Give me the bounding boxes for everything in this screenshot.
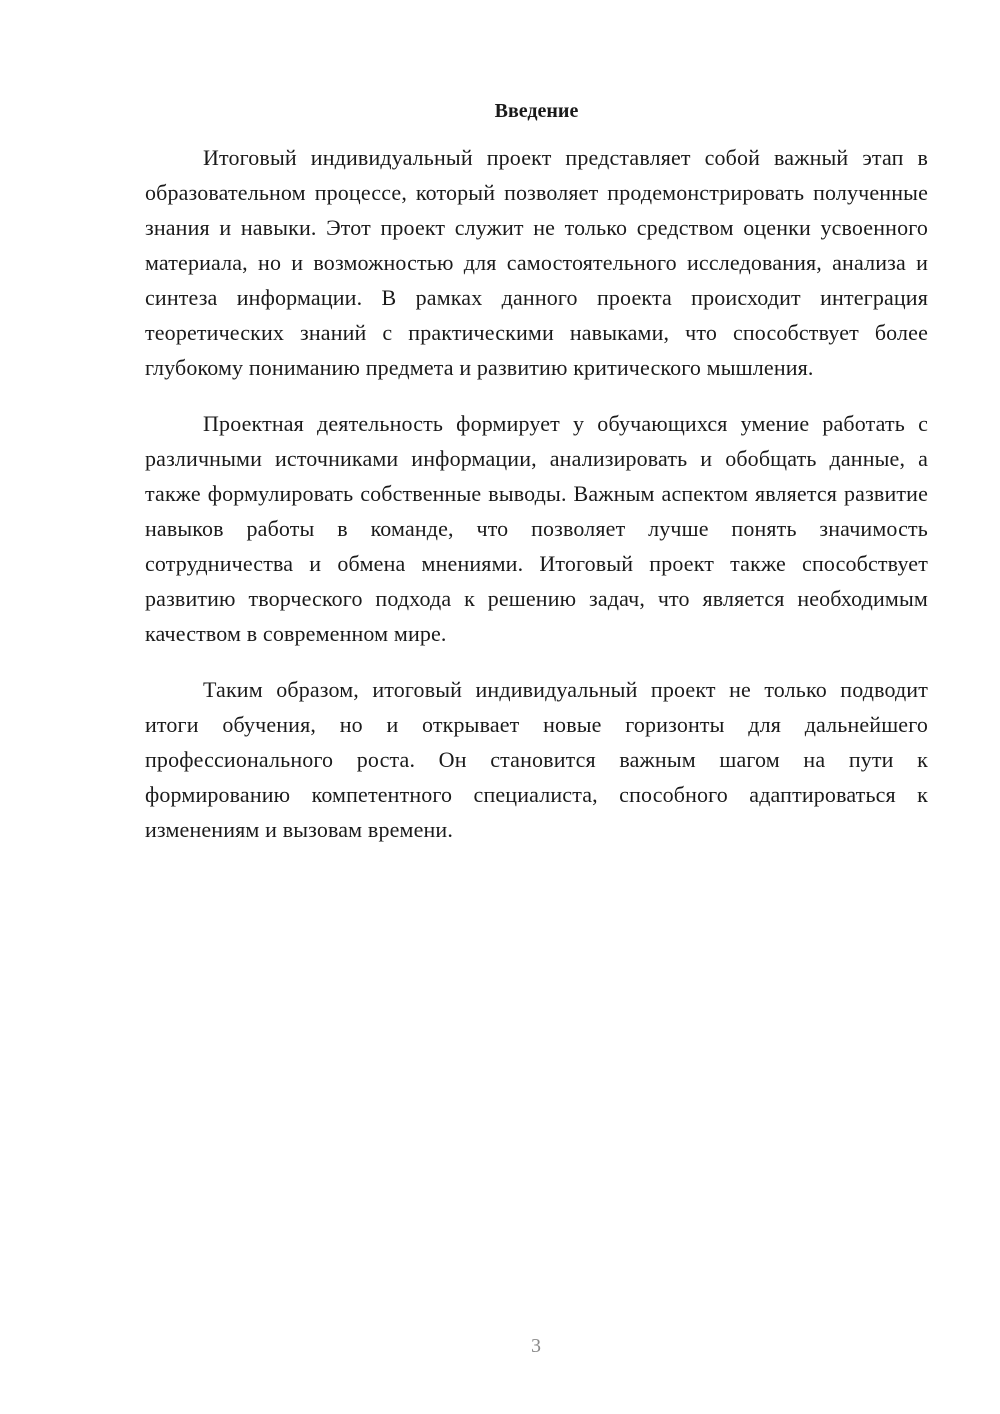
intro-paragraph-2: Проектная деятельность формирует у обучающихся умение работать с различными источниками информации, анализировать и обобщать данные, а также формулировать собственные выводы. Важным аспектом является развитие навыков работы в команде, что позволяет лучше понять значимость сотрудничества и обмена мнениями. Итоговый проект также способствует развитию творческого подхода к решению задач, что является необходимым качеством в современном мире. xyxy=(145,411,928,646)
section-heading: Введение xyxy=(494,100,579,122)
page-content xyxy=(145,96,928,868)
intro-paragraph-3: Таким образом, итоговый индивидуальный проект не только подводит итоги обучения, но и открывает новые горизонты для дальнейшего профессионального роста. Он становится важным шагом на пути к формированию компетентного специалиста, способного адаптироваться к изменениям и вызовам времени. xyxy=(145,677,928,842)
page-number: 3 xyxy=(531,1335,541,1357)
intro-paragraph-1: Итоговый индивидуальный проект представляет собой важный этап в образовательном процессе, который позволяет продемонстрировать полученные знания и навыки. Этот проект служит не только средством оценки усвоенного материала, но и возможностью для самостоятельного исследования, анализа и синтеза информации. В рамках данного проекта происходит интеграция теоретических знаний с практическими навыками, что способствует более глубокому пониманию предмета и развитию критического мышления. xyxy=(145,145,928,380)
